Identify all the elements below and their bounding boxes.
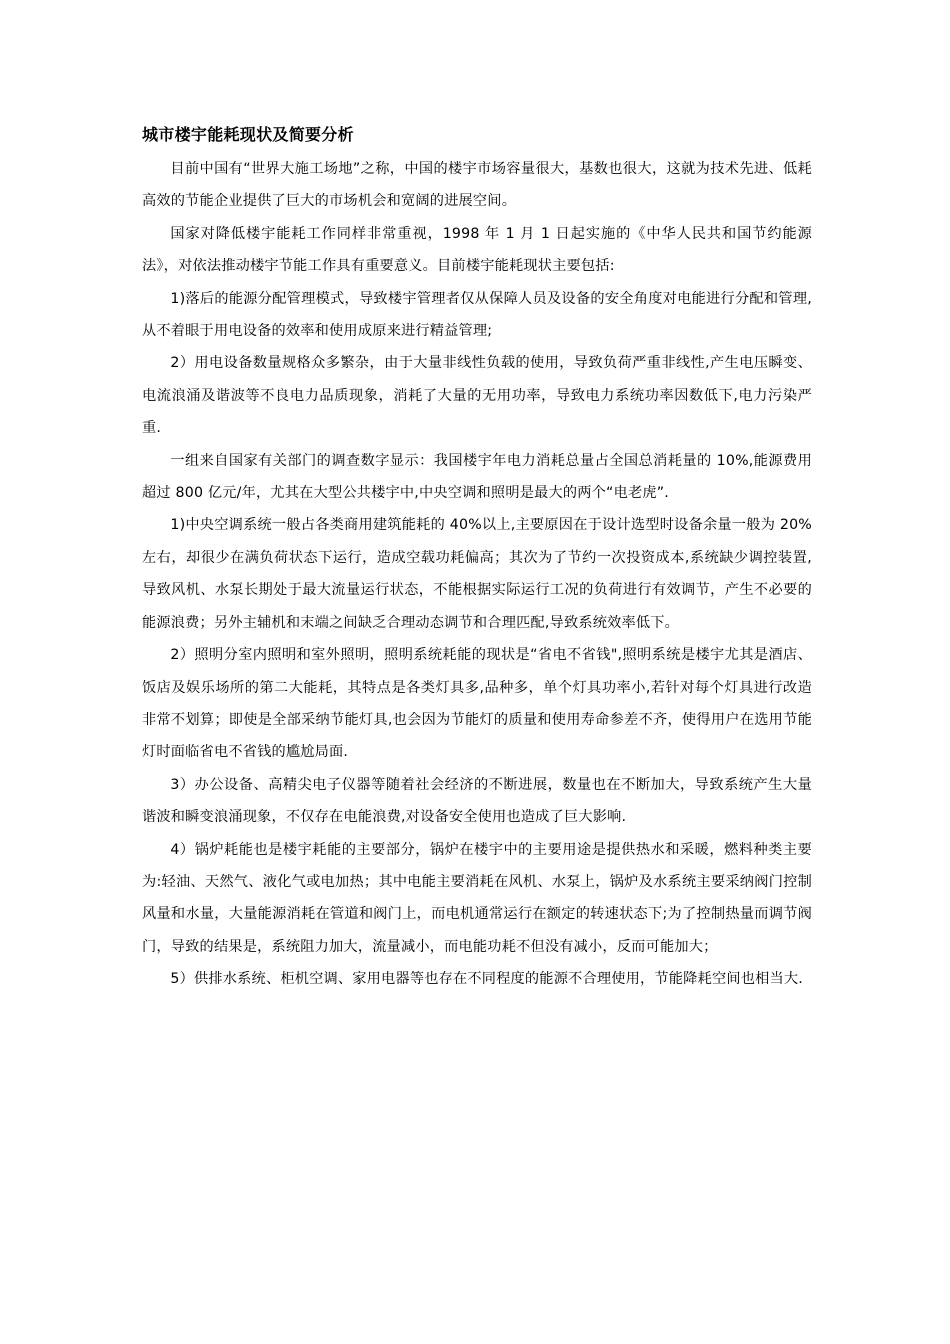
paragraph-intro: 目前中国有“世界大施工场地”之称，中国的楼宇市场容量很大，基数也很大，这就为技术先进、低耗高效的节能企业提供了巨大的市场机会和宽阔的进展空间。 [142,161,812,210]
paragraph-water-supply: 5）供排水系统、柜机空调、家用电器等也存在不同程度的能源不合理使用，节能降耗空间也相当大. [170,971,803,988]
paragraph-power-quality: 2）用电设备数量规格众多繁杂，由于大量非线性负载的使用，导致负荷严重非线性,产生电压瞬变、电流浪涌及谐波等不良电力品质现象，消耗了大量的无用功率，导致电力系统功率因数低下,电力污染严重. [142,355,812,437]
paragraph-central-ac: 1)中央空调系统一般占各类商用建筑能耗的 40%以上,主要原因在于设计选型时设备余量一般为 20%左右，却很少在满负荷状态下运行，造成空载功耗偏高；其次为了节约一次投资成本,系统缺少调控装置,导致风机、水泵长期处于最大流量运行状态，不能根据实际运行工况的负荷进行有效调节，产生不必要的能源浪费；另外主辅机和末端之间缺乏合理动态调节和合理匹配,导致系统效率低下。 [142,517,812,631]
paragraph-boiler: 4）锅炉耗能也是楼宇耗能的主要部分，锅炉在楼宇中的主要用途是提供热水和采暖，燃料种类主要为:轻油、天然气、液化气或电加热；其中电能主要消耗在风机、水泵上，锅炉及水系统主要采纳阀门控制风量和水量，大量能源消耗在管道和阀门上，而电机通常运行在额定的转速状态下;为了控制热量而调节阀门，导致的结果是，系统阻力加大，流量减小，而电能功耗不但没有减小，反而可能加大； [142,841,812,955]
paragraph-survey-data: 一组来自国家有关部门的调查数字显示：我国楼宇年电力消耗总量占全国总消耗量的 10%,能源费用超过 800 亿元/年，尤其在大型公共楼宇中,中央空调和照明是最大的两个“电老虎”. [142,452,812,502]
document-title: 城市楼宇能耗现状及简要分析 [142,125,354,144]
paragraph-national-policy: 国家对降低楼宇能耗工作同样非常重视，1998 年 1 月 1 日起实施的《中华人民共和国节约能源法》，对依法推动楼宇节能工作具有重要意义。目前楼宇能耗现状主要包括: [142,225,812,275]
paragraph-office-equipment: 3）办公设备、高精尖电子仪器等随着社会经济的不断进展，数量也在不断加大，导致系统产生大量谐波和瞬变浪涌现象，不仅存在电能浪费,对设备安全使用也造成了巨大影响. [142,776,812,826]
document-page [142,124,812,996]
paragraph-management-mode: 1)落后的能源分配管理模式，导致楼宇管理者仅从保障人员及设备的安全角度对电能进行分配和管理,从不着眼于用电设备的效率和使用成原来进行精益管理; [142,290,812,340]
paragraph-lighting: 2）照明分室内照明和室外照明，照明系统耗能的现状是“省电不省钱",照明系统是楼宇尤其是酒店、饭店及娱乐场所的第二大能耗，其特点是各类灯具多,品种多，单个灯具功率小,若针对每个灯具进行改造非常不划算；即使是全部采纳节能灯具,也会因为节能灯的质量和使用寿命参差不齐，使得用户在选用节能灯时面临省电不省钱的尴尬局面. [142,647,812,761]
